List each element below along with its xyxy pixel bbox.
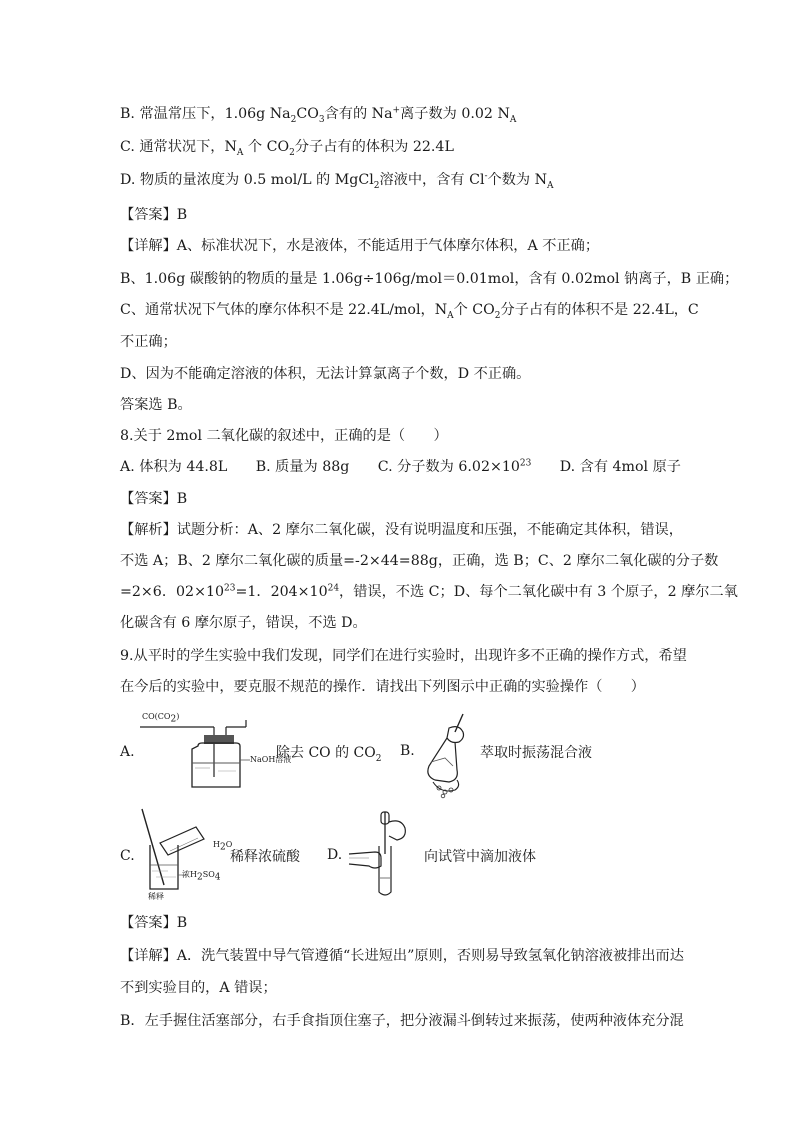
detail-q7-b: B、1.06g 碳酸钠的物质的量是 1.06g÷106g/mol＝0.01mol，含有 0.02mol 钠离子，B 正确； [120, 271, 739, 287]
detail-q7-d: D、因为不能确定溶液的体积，无法计算氯离子个数，D 不正确。 [120, 366, 531, 382]
answer-q8: 【答案】B [120, 491, 188, 507]
figure-c-dilute-label: 稀释 [148, 892, 164, 901]
option-c-caption: 稀释浓硫酸 [230, 849, 300, 865]
conclusion-q7: 答案选 B。 [120, 397, 192, 413]
analysis-q8-4: 化碳含有 6 摩尔原子，错误，不选 D。 [120, 615, 367, 631]
option-c-letter: C. [120, 848, 135, 864]
option-d-caption: 向试管中滴加液体 [424, 849, 536, 865]
question-8: 8.关于 2mol 二氧化碳的叙述中，正确的是（ ） [120, 428, 448, 444]
detail-q9-a: 【详解】A．洗气装置中导气管遵循“长进短出”原则，否则易导致氢氧化钠溶液被排出而达 [120, 948, 684, 964]
option-b-caption: 萃取时振荡混合液 [480, 745, 592, 761]
question-9-line2: 在今后的实验中，要克服不规范的操作．请找出下列图示中正确的实验操作（ ） [120, 679, 645, 695]
analysis-q8-1: 【解析】试题分析：A、2 摩尔二氧化碳，没有说明温度和压强，不能确定其体积，错误， [120, 522, 683, 538]
detail-q7-a: 【详解】A、标准状况下，水是液体，不能适用于气体摩尔体积，A 不正确； [120, 238, 600, 254]
answer-q7: 【答案】B [120, 207, 188, 223]
option-a-letter: A. [120, 744, 135, 760]
detail-q9-b: B．左手握住活塞部分，右手食指顶住塞子，把分液漏斗倒转过来振荡，使两种液体充分混 [120, 1013, 684, 1029]
option-a-caption: 除去 CO 的 $CO_2$ [276, 745, 382, 764]
options-q8: A. 体积为 44.8L B. 质量为 88g C. 分子数为 $6.02\times 10^{23}$ D. 含有 4mol 原子 [120, 458, 681, 475]
figure-a-solution-label: NaOH溶液 [250, 755, 292, 764]
analysis-q8-2: 不选 A；B、2 摩尔二氧化碳的质量=-2×44=88g，正确，选 B；C、2 摩尔二氧化碳的分子数 [120, 553, 719, 569]
detail-q7-c-cont: 不正确； [120, 334, 177, 350]
detail-q7-c: C、通常状况下气体的摩尔体积不是 22.4L/mol，$N_A$个 $CO_2$分子占有的体积不是 22.4L，C [120, 302, 699, 321]
gas-washing-bottle-figure [138, 715, 278, 790]
option-d-letter: D. [327, 847, 343, 863]
figure-a-gas-label: $CO(CO_2)$ [142, 712, 180, 725]
question-9-line1: 9.从平时的学生实验中我们发现，同学们在进行实验时，出现许多不正确的操作方式，希望 [120, 648, 687, 664]
analysis-q8-3: =2×6．$02\times 10^{23}=1$．$204\times 10^{24}$，错误，不选 C；D、每个二氧化碳中有 3 个原子，2 摩尔二氧 [120, 583, 738, 600]
test-tube-dropper-figure [345, 808, 420, 898]
option-c-q7: C. 通常状况下，$N_A$ 个 $CO_2$分子占有的体积为 22.4L [120, 139, 454, 158]
figure-c-water-label: $H_2O$ [213, 840, 233, 853]
detail-q9-a-cont: 不到实验目的，A 错误； [120, 980, 277, 996]
option-d-q7: D. 物质的量浓度为 0.5 mol/L 的 MgCl$_2$溶液中，含有 Cl-个数为 $N_A$ [120, 171, 554, 191]
figure-c-acid-label: 浓$H_2SO_4$ [182, 870, 221, 883]
separatory-funnel-shaking-figure [415, 710, 475, 800]
option-b-q7: B. 常温常压下，1.06g $Na_2CO_3$含有的 Na+离子数为 0.02 $N_A$ [120, 105, 517, 125]
option-b-letter: B. [400, 743, 415, 759]
answer-q9: 【答案】B [120, 915, 188, 931]
